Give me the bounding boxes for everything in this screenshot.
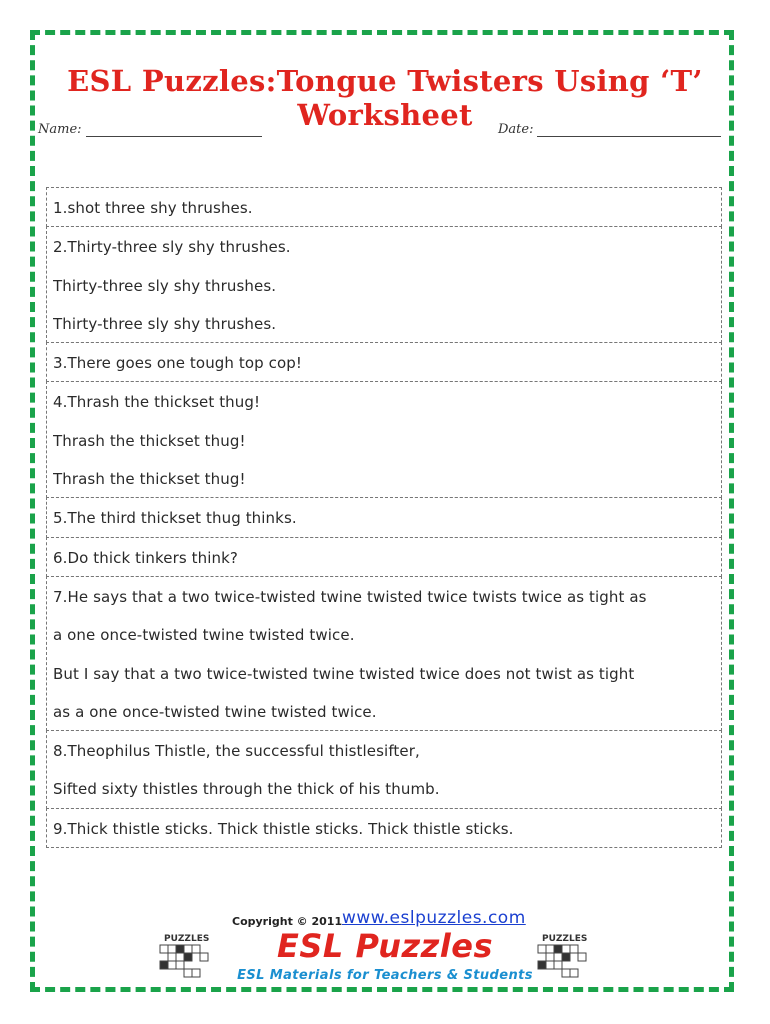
copyright-text: Copyright © 2011: [232, 915, 343, 928]
twister-box: [46, 342, 722, 382]
date-blank-line: [537, 124, 721, 137]
brand-tagline: ESL Materials for Teachers & Students: [237, 968, 533, 983]
twister-line: 5.The third thickset thug thinks.: [53, 509, 297, 528]
twister-box: [46, 576, 722, 731]
svg-text:PUZZLES: PUZZLES: [164, 934, 210, 944]
twister-line: Sifted sixty thistles through the thick of his thumb.: [53, 780, 440, 799]
worksheet-title: ESL Puzzles:Tongue Twisters Using ‘T’ Worksheet: [67, 64, 703, 132]
name-blank-line: [86, 124, 262, 137]
twister-line: 2.Thirty-three sly shy thrushes.: [53, 238, 291, 257]
name-label: Name:: [38, 122, 82, 137]
twister-box: [46, 381, 722, 498]
twister-box: [46, 187, 722, 227]
twister-box: [46, 537, 722, 577]
twister-list: [46, 188, 722, 848]
footer: [0, 905, 770, 995]
twister-line: Thirty-three sly shy thrushes.: [53, 314, 277, 333]
twister-box: [46, 730, 722, 809]
website-link[interactable]: www.eslpuzzles.com: [342, 908, 526, 928]
twister-box: [46, 808, 722, 848]
twister-line: 9.Thick thistle sticks. Thick thistle sticks. Thick thistle sticks.: [53, 819, 514, 838]
date-label: Date:: [498, 122, 534, 137]
name-field: [38, 122, 262, 137]
twister-box: [46, 226, 722, 343]
twister-line: Thirty-three sly shy thrushes.: [53, 276, 277, 295]
twister-line: 8.Theophilus Thistle, the successful thistlesifter,: [53, 742, 420, 761]
twister-line: 1.shot three shy thrushes.: [53, 199, 253, 217]
twister-line: But I say that a two twice-twisted twine twisted twice does not twist as tight: [53, 664, 635, 683]
twister-line: 3.There goes one tough top cop!: [53, 354, 303, 373]
twister-line: 6.Do thick tinkers think?: [53, 548, 238, 567]
date-field: [498, 122, 721, 137]
brand-logo-text: ESL Puzzles: [277, 927, 493, 965]
twister-line: Thrash the thickset thug!: [53, 431, 246, 450]
twister-line: 7.He says that a two twice-twisted twine twisted twice twists twice as tight as: [53, 587, 647, 606]
twister-line: a one once-twisted twine twisted twice.: [53, 626, 355, 645]
twister-line: Thrash the thickset thug!: [53, 470, 246, 489]
svg-text:PUZZLES: PUZZLES: [542, 934, 588, 944]
twister-line: as a one once-twisted twine twisted twice.: [53, 702, 377, 721]
twister-line: 4.Thrash the thickset thug!: [53, 393, 261, 412]
twister-box: [46, 497, 722, 537]
